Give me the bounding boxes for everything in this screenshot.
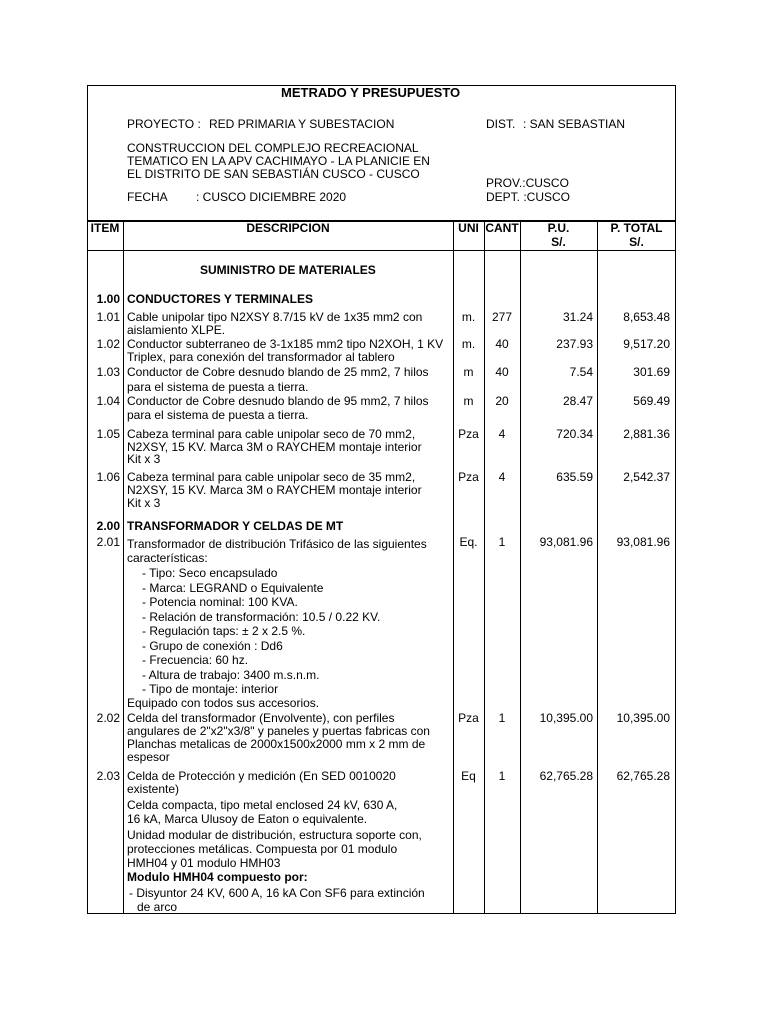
- spec-line: - Relación de transformación: 10.5 / 0.22 KV.: [142, 610, 381, 624]
- table-row-item: 1.06: [96, 470, 120, 484]
- table-row-unit: Pza: [458, 427, 479, 441]
- table-row-quantity: 4: [498, 470, 506, 484]
- table-row-unit-price: 10,395.00: [539, 711, 593, 725]
- table-row-description: para el sistema de puesta a tierra.: [127, 408, 309, 422]
- table-row-description: Cabeza terminal para cable unipolar seco de 70 mm2,: [127, 427, 416, 441]
- table-row-item: 1.04: [96, 394, 120, 408]
- table-row-unit-price: 28.47: [562, 394, 593, 408]
- table-row-unit: Pza: [458, 711, 479, 725]
- table-row-quantity: 4: [498, 427, 506, 441]
- table-row-total: 10,395.00: [616, 711, 670, 725]
- dept-value: DEPT. :CUSCO: [486, 190, 571, 204]
- column-divider: [123, 220, 124, 914]
- group-title: CONDUCTORES Y TERMINALES: [127, 292, 314, 306]
- dist-value: : SAN SEBASTIAN: [523, 117, 626, 131]
- table-row-total: 2,542.37: [623, 470, 670, 484]
- table-row-unit: Pza: [458, 470, 479, 484]
- table-row-description: Celda de Protección y medición (En SED 0010020: [127, 769, 396, 783]
- table-row-total: 62,765.28: [616, 769, 670, 783]
- table-row-quantity: 40: [495, 337, 509, 351]
- table-row-total: 9,517.20: [623, 337, 670, 351]
- spec-line: - Frecuencia: 60 hz.: [142, 653, 249, 667]
- table-row-quantity: 277: [491, 310, 513, 324]
- modulo-line: - Disyuntor 24 KV, 600 A, 16 kA Con SF6 para extinción: [129, 886, 425, 900]
- proyecto-label: PROYECTO :: [127, 117, 201, 131]
- celda-description-line: Unidad modular de distribución, estructura soporte con,: [127, 828, 422, 842]
- table-row-item: 2.03: [96, 769, 120, 783]
- table-row-unit: Eq: [461, 769, 476, 783]
- table-row-description: Conductor de Cobre desnudo blando de 95 mm2, 7 hilos: [127, 394, 429, 408]
- project-description-line: TEMATICO EN LA APV CACHIMAYO - LA PLANICIE EN: [127, 154, 430, 168]
- table-row-description: para el sistema de puesta a tierra.: [127, 380, 309, 394]
- table-row-description: angulares de 2"x2"x3/8" y paneles y puertas fabricas con: [127, 724, 430, 738]
- col-header-cant: CANT: [485, 221, 519, 235]
- column-divider: [453, 220, 454, 914]
- celda-description-line: HMH04 y 01 modulo HMH03: [127, 856, 281, 870]
- project-description-line: CONSTRUCCION DEL COMPLEJO RECREACIONAL: [127, 141, 419, 155]
- table-row-description: Celda del transformador (Envolvente), con perfiles: [127, 711, 395, 725]
- spec-line: - Tipo de montaje: interior: [142, 682, 279, 696]
- table-row-item: 1.05: [96, 427, 120, 441]
- table-row-unit-price: 635.59: [556, 470, 593, 484]
- table-row-description: características:: [127, 551, 208, 565]
- table-row-quantity: 1: [498, 535, 506, 549]
- column-divider: [597, 220, 598, 914]
- section-title: SUMINISTRO DE MATERIALES: [200, 263, 376, 277]
- table-row-description: Transformador de distribución Trifásico de las siguientes: [127, 537, 427, 551]
- modulo-title: Modulo HMH04 compuesto por:: [127, 870, 308, 884]
- col-header-item: ITEM: [90, 221, 120, 235]
- table-row-unit-price: 720.34: [556, 427, 593, 441]
- col-header-ptotal-unit: S/.: [629, 235, 644, 249]
- table-row-unit-price: 7.54: [569, 365, 593, 379]
- spec-line: - Altura de trabajo: 3400 m.s.n.m.: [142, 668, 320, 682]
- fecha-value: : CUSCO DICIEMBRE 2020: [196, 190, 347, 204]
- fecha-label: FECHA: [127, 190, 168, 204]
- project-description-line: EL DISTRITO DE SAN SEBASTIÁN CUSCO - CUSCO: [127, 167, 420, 181]
- table-row-unit: m.: [461, 337, 476, 351]
- table-row-description: espesor: [127, 750, 170, 764]
- modulo-line: de arco: [137, 900, 178, 914]
- col-header-pu: P.U.: [547, 221, 570, 235]
- col-header-pu-unit: S/.: [551, 235, 566, 249]
- col-header-descripcion: DESCRIPCION: [246, 221, 330, 235]
- table-row-description: N2XSY, 15 KV. Marca 3M o RAYCHEM montaje interior: [127, 483, 422, 497]
- dist-label: DIST.: [486, 117, 516, 131]
- celda-description-line: Celda compacta, tipo metal enclosed 24 kV, 630 A,: [127, 798, 398, 812]
- table-row-item: 2.01: [96, 535, 120, 549]
- table-row-total: 2,881.36: [623, 427, 670, 441]
- celda-description-line: 16 kA, Marca Ulusoy de Eaton o equivalente.: [127, 812, 368, 826]
- header-bottom-border: [87, 250, 676, 251]
- spec-line: - Regulación taps: ± 2 x 2.5 %.: [142, 624, 306, 638]
- spec-line: - Grupo de conexión : Dd6: [142, 639, 283, 653]
- table-row-quantity: 20: [495, 394, 509, 408]
- table-row-item: 1.03: [96, 365, 120, 379]
- prov-value: PROV.:CUSCO: [486, 176, 569, 190]
- table-row-item: 1.01: [96, 310, 120, 324]
- table-row-total: 569.49: [633, 394, 670, 408]
- table-row-item: 2.02: [96, 711, 120, 725]
- column-divider: [520, 220, 521, 914]
- group-item-number: 1.00: [96, 292, 120, 306]
- spec-line: - Potencia nominal: 100 KVA.: [142, 595, 298, 609]
- spec-line: - Marca: LEGRAND o Equivalente: [142, 581, 324, 595]
- table-row-quantity: 1: [498, 769, 506, 783]
- table-row-quantity: 1: [498, 711, 506, 725]
- table-row-unit: Eq.: [459, 535, 478, 549]
- table-row-description: Conductor de Cobre desnudo blando de 25 mm2, 7 hilos: [127, 365, 429, 379]
- table-row-item: 1.02: [96, 337, 120, 351]
- table-row-unit-price: 93,081.96: [539, 535, 593, 549]
- table-row-unit-price: 62,765.28: [539, 769, 593, 783]
- table-row-total: 301.69: [633, 365, 670, 379]
- table-row-description: Planchas metalicas de 2000x1500x2000 mm x 2 mm de: [127, 737, 426, 751]
- table-row-unit-price: 31.24: [562, 310, 593, 324]
- spec-note: Equipado con todos sus accesorios.: [127, 696, 320, 710]
- col-header-ptotal: P. TOTAL: [610, 221, 663, 235]
- table-row-description: Kit x 3: [127, 496, 161, 510]
- table-row-unit: m.: [461, 310, 476, 324]
- celda-description-line: protecciones metálicas. Compuesta por 01 modulo: [127, 842, 398, 856]
- table-row-description: N2XSY, 15 KV. Marca 3M o RAYCHEM montaje interior: [127, 440, 422, 454]
- document-title: METRADO Y PRESUPUESTO: [281, 85, 461, 100]
- table-row-description: Cable unipolar tipo N2XSY 8.7/15 kV de 1x35 mm2 con: [127, 310, 423, 324]
- proyecto-value: RED PRIMARIA Y SUBESTACION: [209, 117, 395, 131]
- table-row-description: Kit x 3: [127, 452, 161, 466]
- spec-line: - Tipo: Seco encapsulado: [142, 566, 278, 580]
- group-title: TRANSFORMADOR Y CELDAS DE MT: [127, 519, 344, 533]
- table-row-description: Cabeza terminal para cable unipolar seco de 35 mm2,: [127, 470, 416, 484]
- table-row-total: 93,081.96: [616, 535, 670, 549]
- table-row-unit: m: [463, 365, 474, 379]
- col-header-uni: UNI: [458, 221, 479, 235]
- table-row-quantity: 40: [495, 365, 509, 379]
- table-row-description: Conductor subterraneo de 3-1x185 mm2 tipo N2XOH, 1 KV: [127, 337, 444, 351]
- table-row-unit: m: [463, 394, 474, 408]
- table-row-unit-price: 237.93: [556, 337, 593, 351]
- table-row-description: existente): [127, 782, 180, 796]
- table-row-total: 8,653.48: [623, 310, 670, 324]
- column-divider: [484, 220, 485, 914]
- group-item-number: 2.00: [96, 519, 120, 533]
- table-row-description: Triplex, para conexión del transformador al tablero: [127, 350, 395, 364]
- table-row-description: aislamiento XLPE.: [127, 323, 226, 337]
